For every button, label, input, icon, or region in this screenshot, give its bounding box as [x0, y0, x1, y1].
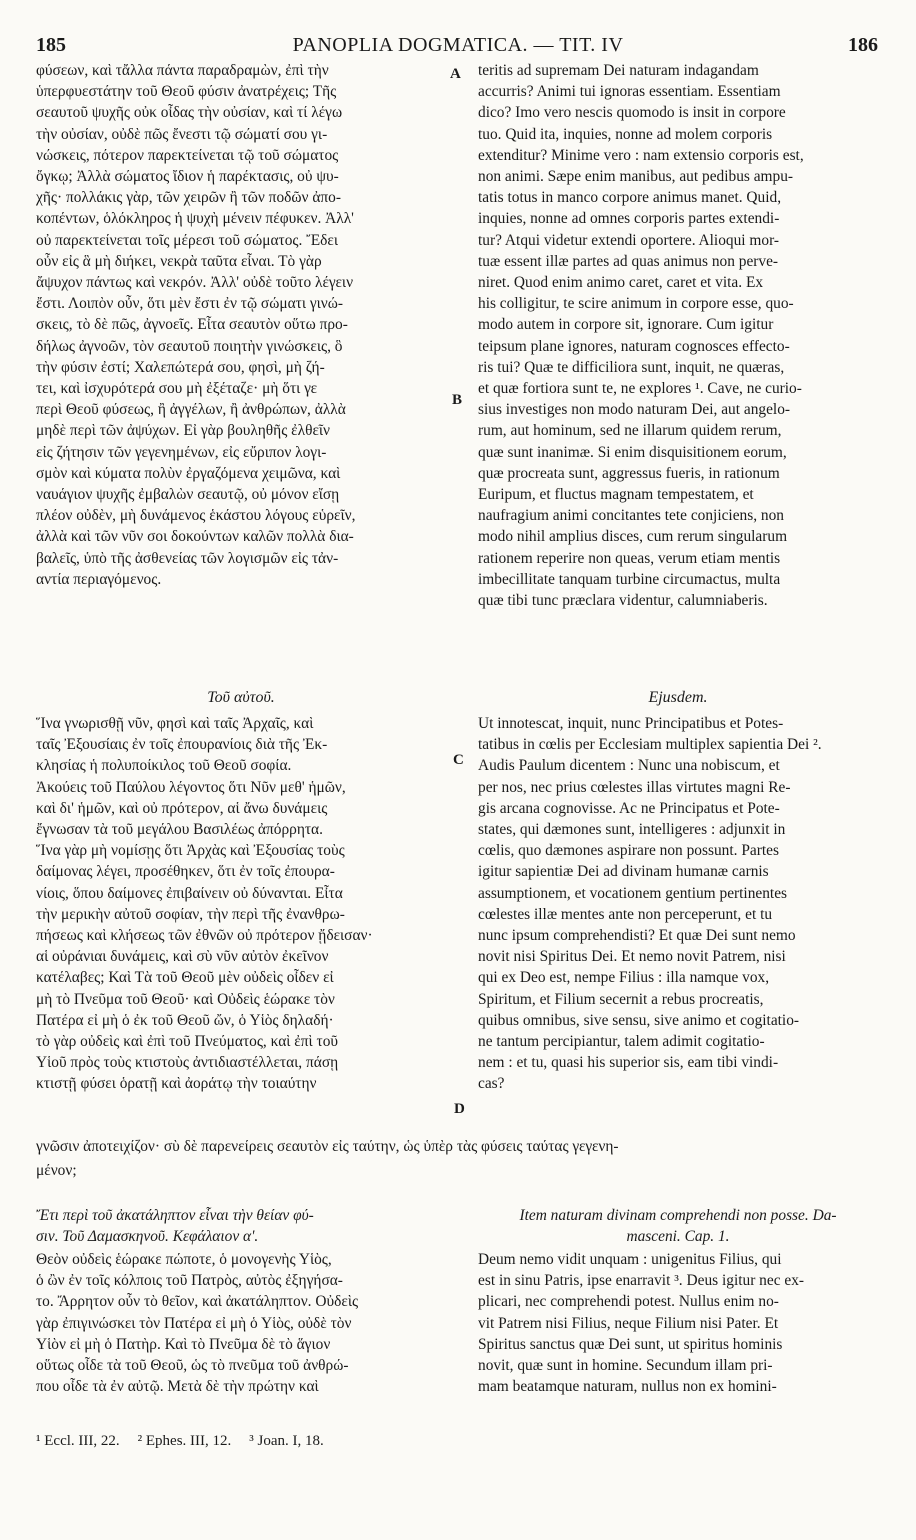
latin-section-title-2: Ejusdem. — [648, 689, 708, 706]
text-line: ἔγνωσαν τὰ τοῦ μεγάλου Βασιλέως ἀπόρρητα. — [36, 821, 323, 839]
text-line: σεαυτοῦ ψυχῆς οὐκ οἶδας τὴν οὐσίαν, καὶ τί λέγω — [36, 104, 343, 122]
greek-section-2 — [36, 713, 446, 1095]
text-line: et quæ fortiora sunt te, ne explores ¹. Cave, ne curio- — [478, 380, 802, 398]
text-line: ἀλλὰ καὶ τῶν νῦν σοι δοκούντων καλῶν πολλὰ δια- — [36, 528, 354, 546]
text-line: nem : et tu, quasi his superior sis, eam tibi vindi- — [478, 1054, 779, 1072]
text-line: φύσεων, καὶ τἄλλα πάντα παραδραμὼν, ἐπὶ τὴν — [36, 62, 329, 79]
latin-section-title-3 — [478, 1205, 878, 1247]
text-line: το. Ἄρρητον οὖν τὸ θεῖον, καὶ ἀκατάληπτον. Οὐδεὶς — [36, 1293, 359, 1311]
text-line: quæ procreata sunt, aggressus fueris, in rationum — [478, 464, 780, 482]
latin-section-3 — [478, 1249, 878, 1397]
text-line: cas? — [478, 1075, 505, 1093]
text-line: ὁ ὢν ἐν τοῖς κόλποις τοῦ Πατρὸς, αὐτὸς ἐξηγήσα- — [36, 1272, 343, 1290]
text-line: Ἀκούεις τοῦ Παύλου λέγοντος ὅτι Νῦν μεθ' ἡμῶν, — [36, 778, 346, 796]
text-line: Spiritus sanctus quæ Dei sunt, ut spiritus hominis — [478, 1335, 783, 1353]
text-line: cœlestes illæ mentes ante non perceperunt, et tu — [478, 905, 773, 923]
margin-letter-d: D — [454, 1101, 465, 1117]
text-line: Θεὸν οὐδεὶς ἑώρακε πώποτε, ὁ μονογενὴς Υἱὸς, — [36, 1251, 332, 1268]
text-line: extenditur? Minime vero : nam extensio corporis est, — [478, 146, 804, 164]
text-line: teipsum plane ignores, naturam cognosces effecto- — [478, 337, 790, 355]
text-line: naufragium animi concitantes tete conjiciens, non — [478, 507, 785, 525]
text-line: gis arcana cognovisse. Ac ne Principatus et Pote- — [478, 799, 780, 817]
greek-section-3 — [36, 1249, 446, 1397]
text-line: ναυάγιον ψυχῆς ἐμβαλὼν σεαυτῷ, οὐ μόνον εἴσῃ — [36, 486, 340, 504]
text-line: καὶ δι' ἡμῶν, καὶ οὐ πρότερον, αἱ ἄνω δυνάμεις — [36, 799, 328, 817]
text-line: Ἵνα γνωρισθῇ νῦν, φησὶ καὶ ταῖς Ἀρχαῖς, καὶ — [36, 715, 314, 732]
text-line: οὖν εἰς ἃ μὴ διήκει, νεκρὰ ταῦτα εἶναι. Τὸ γὰρ — [36, 252, 322, 270]
text-line: quæ tibi tunc præclara videntur, calumniaberis. — [478, 592, 768, 610]
text-line: νώσκεις, πότερον παρεκτείνεται τῷ τοῦ σώματος — [36, 146, 339, 164]
text-line: tatis totus in manco corpore animus manet. Quid, — [478, 189, 782, 207]
running-title: PANOPLIA DOGMATICA. — TIT. IV — [292, 34, 624, 56]
text-line: τὴν φύσιν ἐστί; Χαλεπώτερά σου, φησὶ, μὴ ζή- — [36, 358, 325, 376]
text-line: οὐ παρεκτείνεται τοῖς μέρεσι τοῦ σώματος. Ἔδει — [36, 231, 338, 249]
text-line: περὶ Θεοῦ φύσεως, ἢ ἀγγέλων, ἢ ἀνθρώπων, ἀλλὰ — [36, 401, 346, 419]
text-line: πήσεως καὶ κλήσεως τῶν ἐθνῶν οὐ πρότερον ᾔδεισαν· — [36, 927, 373, 945]
text-line: sius investiges non modo naturam Dei, aut angelo- — [478, 401, 791, 419]
text-line: βαλεῖς, ὑπὸ τῆς ἀσθενείας τῶν λογισμῶν εἰς τἀν- — [36, 549, 339, 567]
text-line: οὕτως οἶδε τὰ τοῦ Θεοῦ, ὡς τὸ πνεῦμα τοῦ ἀνθρώ- — [36, 1357, 349, 1375]
text-line: κτιστῇ φύσει ὁρατῇ καὶ ἀοράτῳ τὴν τοιαύτην — [36, 1075, 317, 1093]
page-number-left: 185 — [36, 34, 66, 56]
text-line: igitur sapientiæ Dei ad divinam humanæ carnis — [478, 863, 769, 881]
text-line: imbecillitate tanquam turbine circumactus, multa — [478, 570, 781, 588]
text-line: rum, aut hominum, sed ne illarum quidem rerum, — [478, 422, 782, 440]
margin-letter-a: A — [450, 66, 461, 82]
text-line: ὄγκῳ; Ἀλλὰ σώματος ἴδιον ἡ παρέκτασις, οὐ ψυ- — [36, 168, 339, 186]
text-line: Υἱὸν εἰ μὴ ὁ Πατὴρ. Καὶ τὸ Πνεῦμα δὲ τὸ ἅγιον — [36, 1335, 331, 1353]
text-line: novit, quæ sunt in homine. Secundum illam pri- — [478, 1357, 773, 1375]
text-line: nunc ipsum comprehendisti? Et quæ Dei sunt nemo — [478, 927, 796, 945]
text-line: plicari, nec comprehendi potest. Nullus enim no- — [478, 1293, 779, 1311]
greek-spanning-line: γνῶσιν ἀποτειχίζον· σὺ δὲ παρενείρεις σεαυτὸν εἰς ταύτην, ὡς ὑπὲρ τὰς φύσεις ταύτας γεγενη- — [36, 1138, 619, 1155]
section-title-line: masceni. Cap. 1. — [626, 1228, 730, 1246]
text-line: Υἱοῦ πρὸς τοὺς κτιστοὺς ἀντιδιαστέλλεται, πάσῃ — [36, 1054, 339, 1072]
text-line: inquies, nonne ad omnes corporis partes extendi- — [478, 210, 780, 228]
text-line: Deum nemo vidit unquam : unigenitus Filius, qui — [478, 1251, 782, 1268]
text-line: δήλως ἀγνοῶν, τὸν σεαυτοῦ ποιητὴν γινώσκεις, ὃ — [36, 337, 343, 355]
text-line: teritis ad supremam Dei naturam indagandam — [478, 62, 759, 79]
footnote: ² Ephes. III, 12. — [137, 1433, 232, 1449]
greek-section-title-2: Τοῦ αὐτοῦ. — [207, 689, 275, 706]
text-line: αἱ οὐράνιαι δυνάμεις, καὶ σὺ νῦν αὐτὸν ἐκεῖνον — [36, 948, 329, 966]
text-line: τὴν οὐσίαν, οὐδὲ πῶς ἔνεστι τῷ σώματί σου γι- — [36, 125, 328, 143]
text-line: μὴ τὸ Πνεῦμα τοῦ Θεοῦ· καὶ Οὐδεὶς ἑώρακε τὸν — [36, 990, 335, 1008]
text-line: ne tantum percipiantur, talem adimit cogitatio- — [478, 1033, 765, 1051]
text-line: est in sinu Patris, ipse enarravit ³. Deus igitur nec ex- — [478, 1272, 805, 1290]
footnote: ¹ Eccl. III, 22. — [36, 1433, 120, 1449]
text-line: νίοις, ὅπου δαίμονες ἐπιβαίνειν οὐ δύνανται. Εἶτα — [36, 884, 343, 902]
text-line: quæ sunt inanimæ. Si enim disquisitionem eorum, — [478, 443, 787, 461]
text-line: modo autem in corpore sit, ignorare. Cum igitur — [478, 316, 774, 334]
section-title-line: Ἔτι περὶ τοῦ ἀκατάληπτον εἶναι τὴν θείαν φύ- — [36, 1207, 314, 1224]
margin-letter-c: C — [453, 752, 464, 768]
text-line: κατέλαβες; Καὶ Τὰ τοῦ Θεοῦ μὲν οὐδεὶς οἶδεν εἰ — [36, 969, 334, 987]
text-line: dico? Imo vero nescis quomodo is insit in corpore — [478, 104, 786, 122]
text-line: μηδὲ περὶ τῶν ἀψύχων. Εἰ γὰρ βουληθῆς ἐλθεῖν — [36, 422, 331, 440]
text-line: assumptionem, et vocationem gentium pertinentes — [478, 884, 788, 902]
text-line: Audis Paulum dicentem : Nunc una nobiscum, et — [478, 757, 780, 775]
text-line: states, qui dæmones sunt, intelligeres : adjunxit in — [478, 821, 786, 839]
greek-section-1 — [36, 60, 446, 590]
text-line: rationem reperire non queas, verum etiam mentis — [478, 549, 781, 567]
greek-section-title-3 — [36, 1205, 446, 1247]
text-line: Euripum, et fluctus magnam tempestatem, et — [478, 486, 754, 504]
text-line: πλέον οὐδὲν, μὴ δυνάμενος ἑκάστου λόγους εὑρεῖν, — [36, 507, 356, 525]
text-line: σμὸν καὶ κύματα πολὺν ἐργαζόμενα χειμῶνα, καὶ — [36, 464, 341, 482]
text-line: εἰς ζήτησιν τῶν γεγενημένων, εἰς εὔριπον λογι- — [36, 443, 327, 461]
text-line: tatibus in cœlis per Ecclesiam multiplex sapientia Dei ². — [478, 736, 822, 754]
text-line: Ἵνα γὰρ μὴ νομίσῃς ὅτι Ἀρχὰς καὶ Ἐξουσίας τοὺς — [36, 842, 345, 860]
text-line: τὸ γὰρ οὐδεὶς καὶ ἐπὶ τοῦ Πνεύματος, καὶ ἐπὶ τοῦ — [36, 1033, 339, 1051]
text-line: per nos, nec prius cœlestes illas virtutes magni Re- — [478, 778, 791, 796]
latin-section-2 — [478, 713, 878, 1095]
text-line: modo nihil amplius disces, cum rerum singularum — [478, 528, 788, 546]
text-line: his colligitur, te scire animum in corpore esse, quo- — [478, 295, 794, 313]
text-line: τει, καὶ ἰσχυρότερά σου μὴ ἐξέταζε· μὴ ὅτι γε — [36, 380, 318, 398]
text-line: quibus omnibus, sive sensu, sive animo et cogitatio- — [478, 1011, 800, 1029]
text-line: Spiritum, et Filium secernit a rebus procreatis, — [478, 990, 764, 1008]
text-line: ἄψυχον πάντως καὶ νεκρόν. Ἀλλ' οὐδὲ τοῦτο λέγειν — [36, 274, 354, 292]
text-line: tuo. Quid ita, inquies, nonne ad molem corporis — [478, 125, 773, 143]
text-line: Ut innotescat, inquit, nunc Principatibus et Potes- — [478, 715, 784, 732]
text-line: non animi. Sæpe enim manibus, aut pedibus ampu- — [478, 168, 794, 186]
section-title-line: Item naturam divinam comprehendi non posse. Da- — [519, 1207, 837, 1224]
footnote: ³ Joan. I, 18. — [249, 1433, 324, 1449]
text-line: τὴν μερικὴν αὐτοῦ σοφίαν, τὴν περὶ τῆς ἐνανθρω- — [36, 905, 345, 923]
text-line: ὑπερφυεστάτην τοῦ Θεοῦ φύσιν ἀνατρέχεις; Τῆς — [36, 83, 337, 101]
text-line: accurris? Animi tui ignoras essentiam. Essentiam — [478, 83, 781, 101]
text-line: ἔστι. Λοιπὸν οὖν, ὅτι μὲν ἔστι ἐν τῷ σώματι γινώ- — [36, 295, 343, 313]
footnotes — [36, 1433, 636, 1450]
section-title-line: σιν. Τοῦ Δαμασκηνοῦ. Κεφάλαιον α'. — [36, 1228, 259, 1246]
text-line: σκεις, τὸ δὲ πῶς, ἀγνοεῖς. Εἶτα σεαυτὸν οὕτω προ- — [36, 316, 348, 334]
greek-spanning-line-end: μένον; — [36, 1162, 77, 1179]
text-line: κοπέντων, ὁλόκληρος ἡ ψυχὴ μένειν πέφυκεν. Ἀλλ' — [36, 210, 354, 228]
text-line: mam beatamque naturam, nullus non ex homini- — [478, 1378, 777, 1396]
text-line: tuæ essent illæ partes ad quas animus non perve- — [478, 252, 779, 270]
text-line: novit nisi Spiritus Dei. Et nemo novit Patrem, nisi — [478, 948, 786, 966]
text-line: κλησίας ἡ πολυποίκιλος τοῦ Θεοῦ σοφία. — [36, 757, 292, 775]
text-line: γὰρ ἐπιγινώσκει τὸν Πατέρα εἰ μὴ ὁ Υἱὸς, οὐδὲ τὸν — [36, 1314, 352, 1332]
latin-section-1 — [478, 60, 878, 611]
text-line: ris tui? Quæ te difficiliora sunt, inquit, ne quæras, — [478, 358, 785, 376]
text-line: cœlis, quo dæmones aspirare non possunt. Partes — [478, 842, 779, 860]
text-line: vit Patrem nisi Filius, neque Filium nisi Pater. Et — [478, 1314, 779, 1332]
text-line: δαίμονας λέγει, προσέθηκεν, ὅτι ἐν τοῖς ἐπουρα- — [36, 863, 335, 881]
text-line: χῆς· πολλάκις γὰρ, τῶν χειρῶν ἢ τῶν ποδῶν ἀπο- — [36, 189, 341, 207]
text-line: qui ex Deo est, nempe Filius : illa namque vox, — [478, 969, 770, 987]
text-line: που οἶδε τὰ ἐν αὐτῷ. Μετὰ δὲ τὴν πρώτην καὶ — [36, 1378, 319, 1396]
text-line: αντία περιαγόμενος. — [36, 570, 162, 588]
text-line: tur? Atqui videtur extendi oportere. Alioqui mor- — [478, 231, 780, 249]
text-line: Πατέρα εἰ μὴ ὁ ἐκ τοῦ Θεοῦ ὤν, ὁ Υἱὸς δηλαδή· — [36, 1011, 334, 1029]
text-line: niret. Quod enim animo caret, caret et vita. Ex — [478, 274, 764, 292]
margin-letter-b: B — [452, 392, 463, 408]
page-number-right: 186 — [848, 34, 878, 56]
text-line: ταῖς Ἐξουσίαις ἐν τοῖς ἐπουρανίοις διὰ τῆς Ἐκ- — [36, 736, 328, 754]
